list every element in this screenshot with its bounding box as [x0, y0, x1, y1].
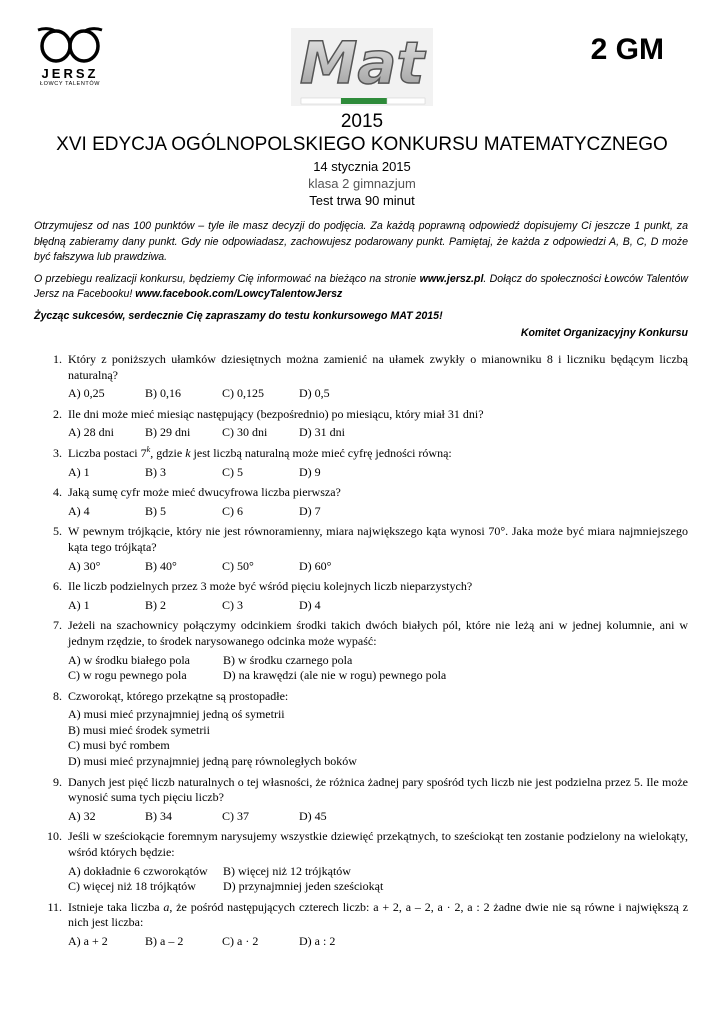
question-10: 10. Jeśli w sześciokącie foremnym narysujemy wszystkie dziewięć przekątnych, to sześciokąt ten zostanie podzielony na wielokąty, wśród których będzie: A) dokładnie 6 czworokątów B) więcej niż 12 trójkątów C) więcej niż 18 trójkątów D) przynajmniej jeden sześciokąt	[47, 829, 688, 894]
option-d: D) musi mieć przynajmniej jedną parę równoległych boków	[68, 754, 357, 769]
option-c: C) więcej niż 18 trójkątów	[68, 879, 196, 894]
option-c: C) 50°	[222, 558, 254, 573]
question-text: Liczba postaci 7$^k$, gdzie k jest liczbą naturalną może mieć cyfrę jedności równą:	[68, 444, 452, 460]
edition-title: XVI EDYCJA OGÓLNOPOLSKIEGO KONKURSU MATEMATYCZNEGO	[56, 134, 668, 155]
option-b: B) więcej niż 12 trójkątów	[223, 863, 351, 878]
test-date: 14 stycznia 2015	[313, 159, 411, 174]
option-a: A) w środku białego pola	[68, 652, 190, 667]
question-4: 4. Jaką sumę cyfr może mieć dwucyfrowa liczba pierwsza? A) 4 B) 5 C) 6 D) 7	[34, 485, 688, 519]
option-a: A) 32	[68, 808, 96, 823]
option-d: D) 7	[299, 503, 321, 518]
option-b: B) 2	[145, 597, 166, 612]
mat-logo	[291, 28, 433, 106]
test-duration: Test trwa 90 minut	[309, 193, 415, 208]
option-b: B) 40°	[145, 558, 177, 573]
question-text: Jeśli w sześciokącie foremnym narysujemy wszystkie dziewięć przekątnych, to sześciokąt ten zostanie podzielony na wielokąty, wśród których będzie:	[68, 829, 688, 860]
class-level: klasa 2 gimnazjum	[308, 176, 416, 191]
option-d: D) na krawędzi (ale nie w rogu) pewnego pola	[223, 668, 447, 683]
option-c: C) 5	[222, 464, 243, 479]
option-c: C) w rogu pewnego pola	[68, 668, 187, 683]
option-b: B) musi mieć środek symetrii	[68, 722, 210, 737]
option-c: C) 3	[222, 597, 243, 612]
question-7: 7. Jeżeli na szachownicy połączymy odcinkiem środki takich dwóch białych pól, które nie leżą ani w jednej kolumnie, ani w jednym rzędzie, to środek narysowanego odcinka może wypaść: A) w środku białego pola B) w środku czarnego pola C) w rogu pewnego pola D) na krawędzi (ale nie w rogu) pewnego pola	[53, 618, 688, 683]
option-d: D) 9	[299, 464, 321, 479]
question-text: Istnieje taka liczba a, że pośród następujących czterech liczb: a + 2, a – 2, a · 2, a : 2 żadne dwie nie są równe i największą z nich jest liczba:	[68, 899, 689, 930]
svg-text:Mat: Mat	[299, 29, 425, 97]
option-c: C) musi być rombem	[68, 738, 170, 753]
logo-subtitle: ŁOWCY TALENTÓW	[39, 81, 101, 87]
website-link[interactable]: www.jersz.pl	[419, 272, 484, 285]
question-text: Ile liczb podzielnych przez 3 może być wśród pięciu kolejnych liczb nieparzystych?	[68, 579, 473, 594]
intro-wishes: Życząc sukcesów, serdecznie Cię zapraszamy do testu konkursowego MAT 2015!	[34, 309, 443, 322]
option-c: C) a · 2	[222, 934, 259, 948]
facebook-link[interactable]: www.facebook.com/LowcyTalentowJersz	[135, 288, 343, 300]
question-text: Jeżeli na szachownicy połączymy odcinkiem środki takich dwóch białych pól, które nie leżą ani w jednej kolumnie, ani w jednym rzędzie, to środek narysowanego odcinka może wypaść:	[68, 618, 688, 648]
option-a: A) 4	[68, 503, 90, 518]
option-b: B) 29 dni	[145, 425, 191, 440]
year: 2015	[340, 111, 384, 132]
option-b: B) 5	[145, 503, 166, 518]
option-b: B) 3	[145, 464, 166, 479]
option-d: D) a : 2	[299, 934, 336, 948]
question-text: Ile dni może mieć miesiąc następujący (bezpośrednio) po miesiącu, który miał 31 dni?	[68, 406, 484, 421]
intro-info: O przebiegu realizacji konkursu, będziemy Cię informować na bieżąco na stronie www.jersz.pl. Dołącz do społeczności Łowców Talentów Jersz na Facebooku! www.facebook.com/LowcyTalentowJersz	[34, 272, 689, 300]
question-3: 3. Liczba postaci 7$^k$, gdzie k jest liczbą naturalną może mieć cyfrę jedności równą: A) 1 B) 3 C) 5 D) 9	[34, 446, 688, 480]
intro	[34, 219, 688, 342]
question-11: 11. Istnieje taka liczba a, że pośród następujących czterech liczb: a + 2, a – 2, a · 2, a : 2 żadne dwie nie są równe i największą z nich jest liczba: A) a + 2 B) a – 2 C) a · 2 D) a : 2	[47, 899, 689, 948]
option-b: B) a – 2	[145, 934, 184, 948]
question-6: 6. Ile liczb podzielnych przez 3 może być wśród pięciu kolejnych liczb nieparzystych? A) 1 B) 2 C) 3 D) 4	[34, 579, 688, 613]
question-text: Danych jest pięć liczb naturalnych o tej własności, że różnica żadnej pary spośród tych liczb nie jest podzielna przez 5. Ile może wynosić suma tych pięciu liczb?	[68, 774, 688, 805]
option-a: A) a + 2	[68, 934, 108, 948]
option-a: A) 1	[68, 464, 90, 479]
question-text: Który z poniższych ułamków dziesiętnych można zamienić na ułamek zwykły o mianowniku 8 i liczniku będącym liczbą naturalną?	[68, 352, 688, 382]
option-b: B) 34	[145, 808, 172, 823]
option-b: B) w środku czarnego pola	[223, 652, 353, 667]
intro-rules: Otrzymujesz od nas 100 punktów – tyle ile masz decyzji do podjęcia. Za każdą poprawną odpowiedź dopisujemy Ci jeszcze 1 punkt, za błędną zabieramy dany punkt. Gdy nie odpowiadasz, zachowujesz podarowany punkt. Pamiętaj, że każda z odpowiedzi A, B, C, D może być fałszywa lub prawdziwa.	[34, 220, 688, 263]
question-text: Czworokąt, którego przekątne są prostopadłe:	[68, 688, 289, 703]
question-9: 9. Danych jest pięć liczb naturalnych o tej własności, że różnica żadnej pary spośród tych liczb nie jest podzielna przez 5. Ile może wynosić suma tych pięciu liczb? A) 32 B) 34 C) 37 D) 45	[53, 774, 688, 823]
option-a: A) 1	[68, 597, 90, 612]
option-c: C) 0,125	[222, 386, 264, 401]
signature: Komitet Organizacyjny Konkursu	[520, 327, 688, 339]
logo-name: JERSZ	[41, 66, 99, 81]
question-text: Jaką sumę cyfr może mieć dwucyfrowa liczba pierwsza?	[68, 485, 341, 500]
header	[0, 110, 724, 209]
question-text: W pewnym trójkącie, który nie jest równoramienny, miara największego kąta wynosi 70°. Jaka może być miara najmniejszego kąta tego trójkąta?	[68, 524, 688, 554]
question-2: 2. Ile dni może mieć miesiąc następujący (bezpośrednio) po miesiącu, który miał 31 dni? A) 28 dni B) 29 dni C) 30 dni D) 31 dni	[34, 407, 688, 441]
questions-list	[34, 352, 688, 955]
option-a: A) 28 dni	[68, 425, 114, 440]
option-d: D) 60°	[299, 558, 332, 573]
option-c: C) 30 dni	[222, 425, 268, 440]
option-a: A) 0,25	[68, 386, 105, 401]
option-b: B) 0,16	[145, 386, 181, 401]
option-c: C) 6	[222, 503, 243, 518]
owl-eyes-icon	[34, 26, 106, 64]
question-1: 1. Który z poniższych ułamków dziesiętnych można zamienić na ułamek zwykły o mianowniku 8 i liczniku będącym liczbą naturalną? A) 0,25 B) 0,16 C) 0,125 D) 0,5	[53, 352, 688, 401]
option-d: D) 31 dni	[299, 425, 345, 440]
option-a: A) musi mieć przynajmniej jedną oś symetrii	[68, 707, 285, 722]
question-8: 8. Czworokąt, którego przekątne są prostopadłe: A) musi mieć przynajmniej jedną oś symetrii B) musi mieć środek symetrii C) musi być rombem D) musi mieć przynajmniej jedną parę równoległych boków	[34, 689, 688, 770]
jersz-logo	[34, 26, 106, 87]
option-d: D) przynajmniej jeden sześciokąt	[223, 879, 384, 894]
grade-label: 2 GM	[590, 33, 664, 66]
option-d: D) 4	[299, 597, 321, 612]
option-a: A) dokładnie 6 czworokątów	[68, 863, 208, 878]
option-c: C) 37	[222, 808, 249, 823]
option-d: D) 45	[299, 808, 327, 823]
option-d: D) 0,5	[299, 386, 330, 401]
option-a: A) 30°	[68, 558, 101, 573]
question-5: 5. W pewnym trójkącie, który nie jest równoramienny, miara największego kąta wynosi 70°. Jaka może być miara najmniejszego kąta tego trójkąta? A) 30° B) 40° C) 50° D) 60°	[53, 524, 688, 573]
